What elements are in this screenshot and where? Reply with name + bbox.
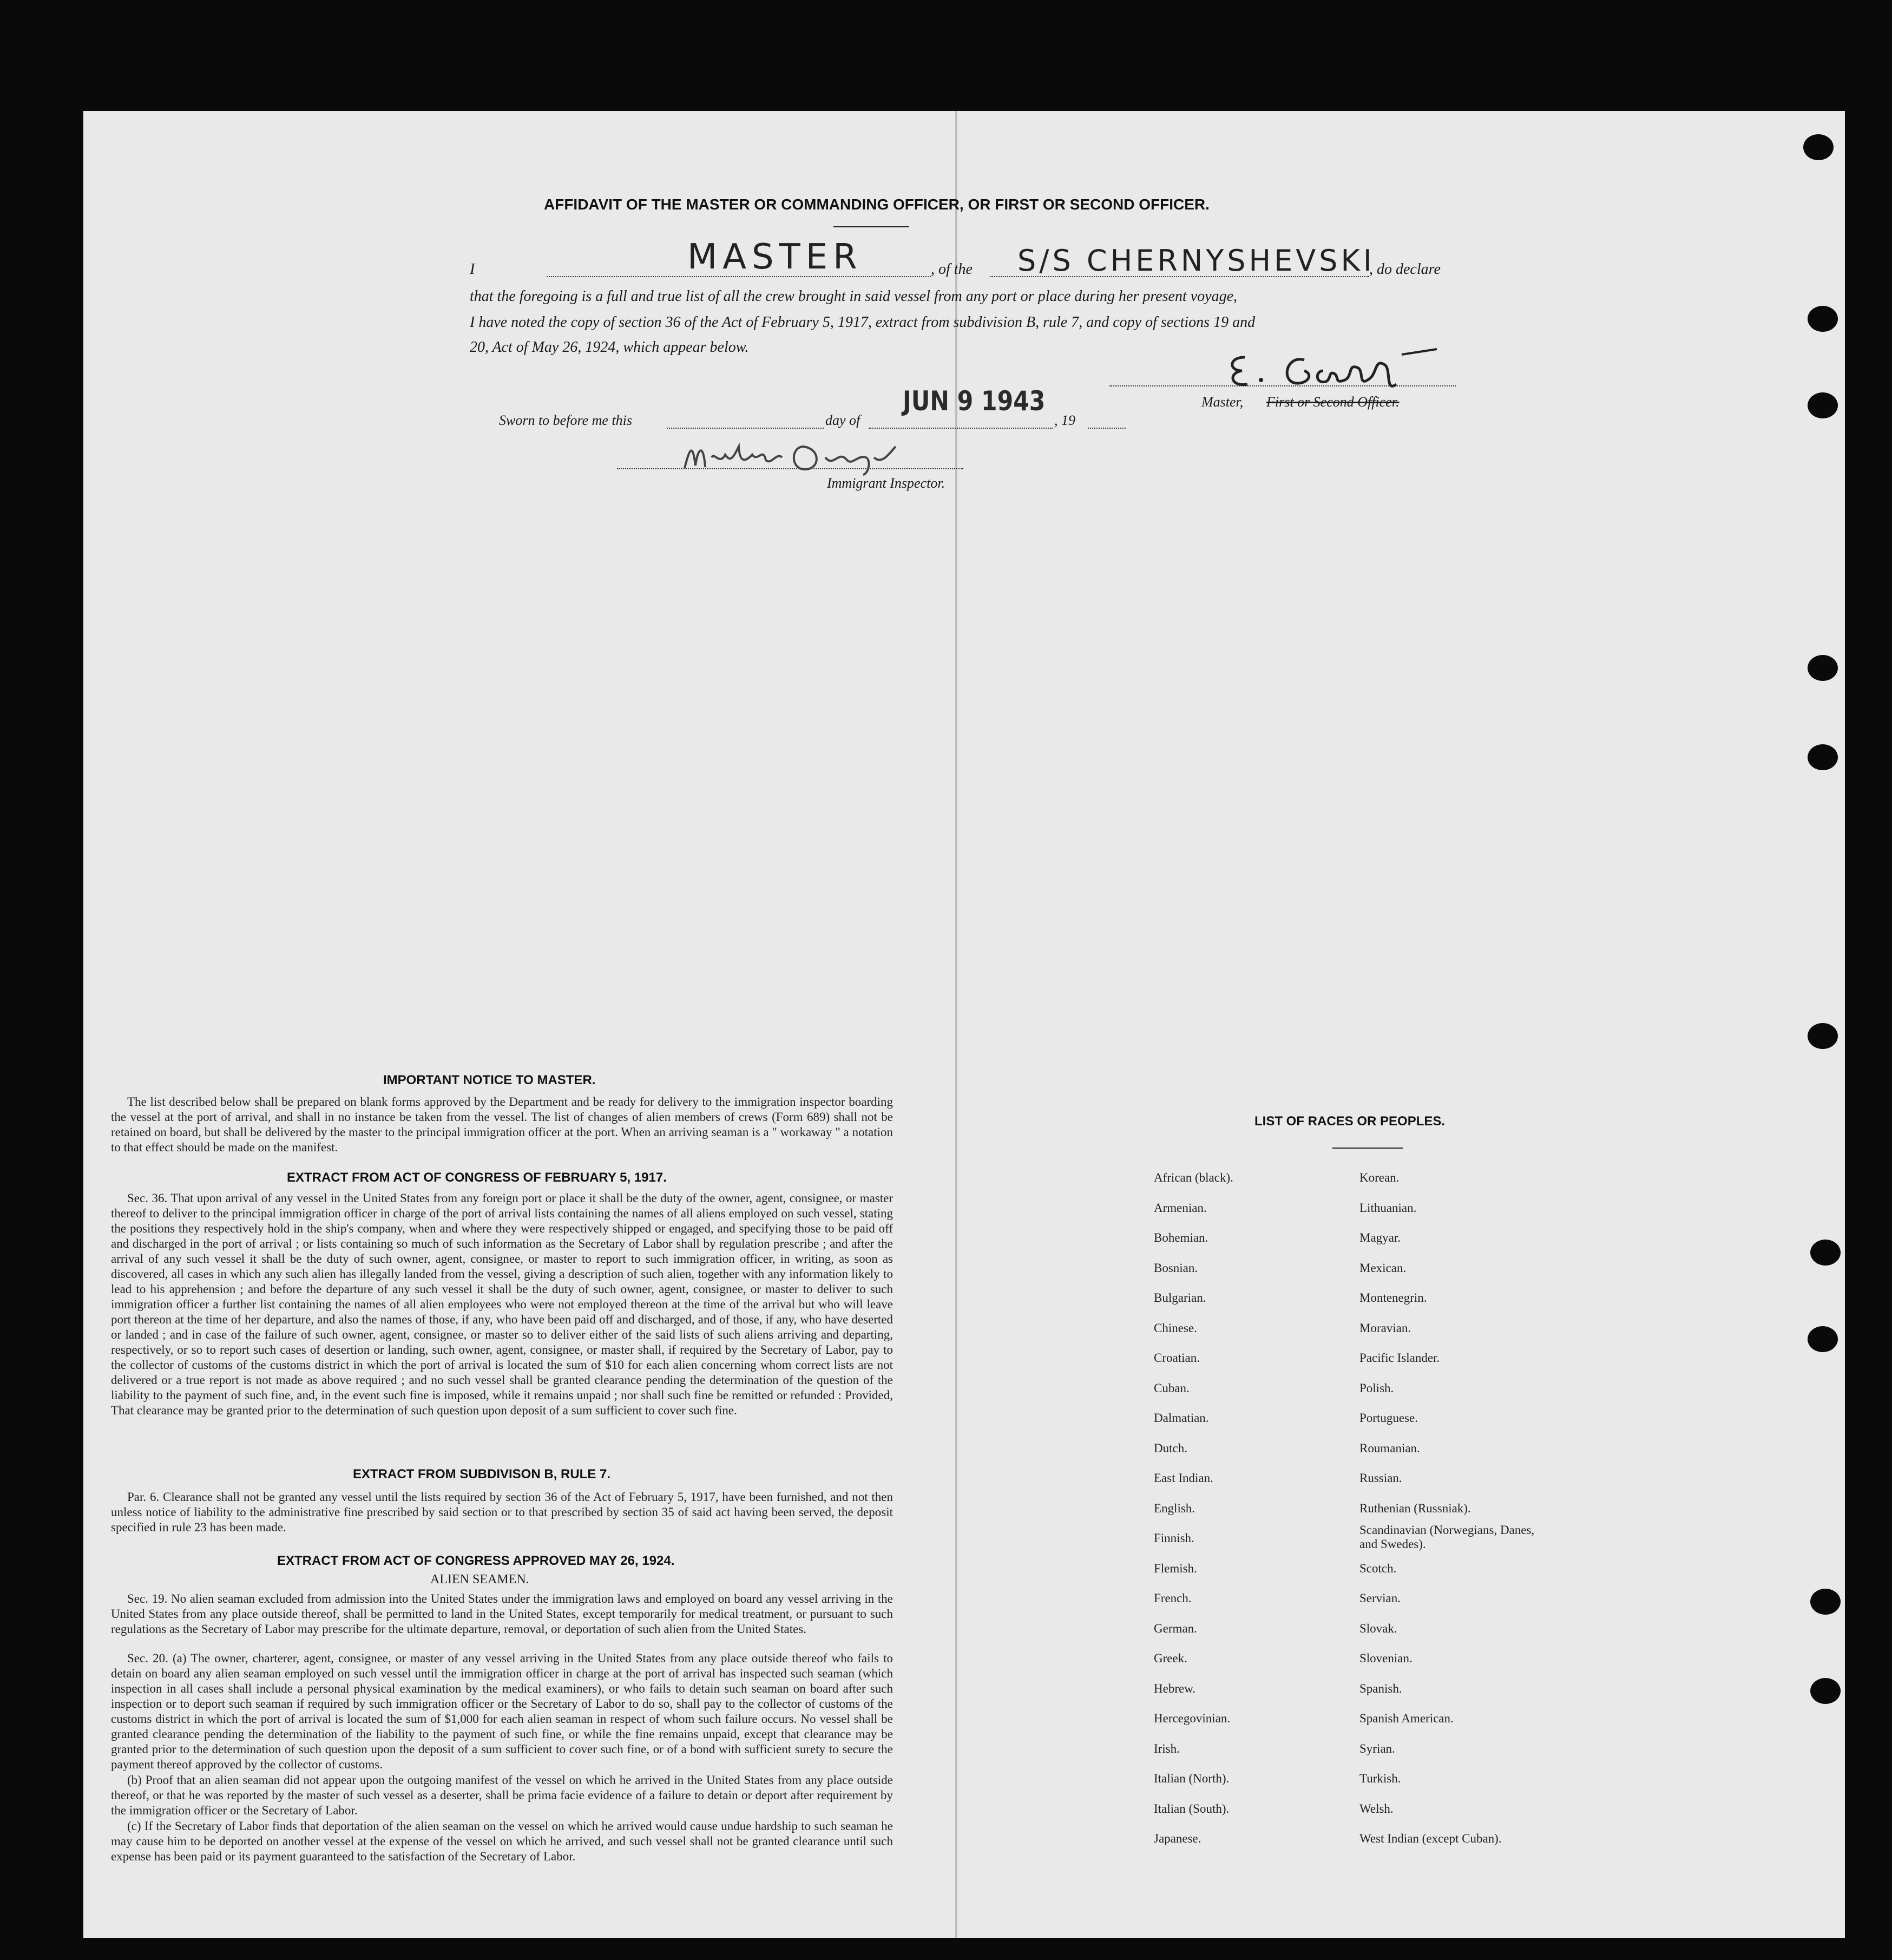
race-item: English. xyxy=(1154,1501,1195,1515)
day-of-text: day of xyxy=(825,412,860,428)
word-i: I xyxy=(470,261,475,278)
master-signature xyxy=(1223,346,1450,395)
do-declare-text: , do declare xyxy=(1369,261,1441,278)
race-item: Ruthenian (Russniak). xyxy=(1359,1501,1471,1515)
affidavit-line-3: I have noted the copy of section 36 of the Act of February 5, 1917, extract from subdivision B, rule 7, and copy of sections 19 and xyxy=(470,314,1256,331)
sec20b-text: (b) Proof that an alien seaman did not appear upon the outgoing manifest of the vessel on which he arrived in the United States from any place outside thereof, or that he was reported by the master of such vessel as a deserter, shall be prima facie evidence of a failure to detain or deport after requirement by the immigration officer or the Secretary of Labor. xyxy=(111,1773,893,1817)
race-item: Irish. xyxy=(1154,1741,1180,1755)
rule7-title: EXTRACT FROM SUBDIVISON B, RULE 7. xyxy=(353,1467,611,1482)
race-item: Bulgarian. xyxy=(1154,1291,1206,1305)
sworn-month-line xyxy=(869,428,1053,429)
race-item: East Indian. xyxy=(1154,1471,1213,1485)
races-right-column xyxy=(1359,1163,1538,1854)
year-prefix: , 19 xyxy=(1054,412,1075,428)
date-stamp: JUN 9 1943 xyxy=(903,385,1046,417)
race-item: West Indian (except Cuban). xyxy=(1359,1832,1502,1845)
alien-seamen-subtitle: ALIEN SEAMEN. xyxy=(430,1572,529,1587)
race-item: Moravian. xyxy=(1359,1321,1411,1335)
race-item: Montenegrin. xyxy=(1359,1291,1427,1305)
race-item: Finnish. xyxy=(1154,1531,1194,1545)
race-item: Dutch. xyxy=(1154,1441,1187,1455)
race-item: Russian. xyxy=(1359,1471,1402,1485)
extract-1917-title: EXTRACT FROM ACT OF CONGRESS OF FEBRUARY 5, 1917. xyxy=(287,1170,667,1185)
race-item: German. xyxy=(1154,1621,1197,1635)
race-item: Roumanian. xyxy=(1359,1441,1420,1455)
punch-hole xyxy=(1808,744,1838,770)
sec20a-text: Sec. 20. (a) The owner, charterer, agent, consignee, or master of any vessel arriving in the United States from any place outside thereof who fails to detain on board any alien seaman employed on such vessel until the immigration officer in charge at the port of arrival has inspected such seaman (which inspection in all cases shall include a personal physical examination by the medical examiners), or who fails to detain such seaman on board after such inspection or to deport such seaman if required by such immigration officer or the Secretary of Labor to do so, shall pay to the collector of customs of the customs district in which the port of arrival is located the sum of $1,000 for each alien seaman in respect of whom such failure occurs. No vessel shall be granted clearance pending the determination of the liability to the payment of such fine, or while the fine remains unpaid, except that clearance may be granted prior to the determination of such question upon the deposit of a sum sufficient to cover such fine, or of a bond with sufficient surety to secure the payment thereof approved by the collector of customs. xyxy=(111,1651,893,1771)
sec20c-text: (c) If the Secretary of Labor finds that deportation of the alien seaman on the vessel on which he arrived would cause undue hardship to such seaman he may cause him to be deported on another vessel at the expense of the vessel on which he arrived, and such vessel shall not be granted clearance until such expense has been paid or its payment guaranteed to the satisfaction of the Secretary of Labor. xyxy=(111,1819,893,1863)
punch-hole xyxy=(1808,306,1838,332)
race-item: Scandinavian (Norwegians, Danes, and Swedes). xyxy=(1359,1523,1535,1551)
race-item: Spanish. xyxy=(1359,1681,1402,1695)
race-item: Slovak. xyxy=(1359,1621,1397,1635)
race-item: Portuguese. xyxy=(1359,1411,1418,1425)
race-item: Bohemian. xyxy=(1154,1231,1208,1244)
races-title-underline xyxy=(1332,1148,1403,1149)
race-item: Hebrew. xyxy=(1154,1681,1196,1695)
race-item: Greek. xyxy=(1154,1651,1187,1665)
race-item: Syrian. xyxy=(1359,1741,1395,1755)
sworn-day-line xyxy=(667,428,824,429)
races-title: LIST OF RACES OR PEOPLES. xyxy=(1254,1114,1446,1129)
race-item: Armenian. xyxy=(1154,1201,1207,1215)
notice-text: The list described below shall be prepared on blank forms approved by the Department and be ready for delivery to the immigration inspector boarding the vessel at the port of arrival, and shall in no instance be taken from the vessel. The list of changes of alien members of crews (Form 689) shall not be retained on board, but shall be delivered by the master to the principal immigration officer at the port. When an arriving seaman is a " workaway " a notation to that effect should be made on the manifest. xyxy=(111,1095,893,1154)
title-underline xyxy=(833,226,909,227)
sec19-text: Sec. 19. No alien seaman excluded from admission into the United States under the immigration laws and employed on board any vessel arriving in the United States from any place outside thereof, shall be permitted to land in the United States, except temporarily for medical treatment, or pursuant to such regulations as the Secretary of Labor may prescribe for the ultimate departure, removal, or deportation of such alien from the United States. xyxy=(111,1592,893,1636)
punch-hole xyxy=(1810,1589,1841,1615)
race-item: Cuban. xyxy=(1154,1381,1190,1395)
vessel-handwritten: S/S CHERNYSHEVSKI xyxy=(1017,244,1375,278)
race-item: Chinese. xyxy=(1154,1321,1197,1335)
punch-hole xyxy=(1810,1678,1841,1704)
race-item: Polish. xyxy=(1359,1381,1394,1395)
race-item: Spanish American. xyxy=(1359,1712,1454,1725)
rank-handwritten: MASTER xyxy=(687,237,863,277)
race-item: Scotch. xyxy=(1359,1561,1397,1575)
race-item: Flemish. xyxy=(1154,1561,1197,1575)
inspector-label: Immigrant Inspector. xyxy=(827,475,945,491)
race-item: Mexican. xyxy=(1359,1261,1407,1275)
race-item: Lithuanian. xyxy=(1359,1201,1417,1215)
affidavit-title: AFFIDAVIT OF THE MASTER OR COMMANDING OFFICER, OR FIRST OR SECOND OFFICER. xyxy=(544,196,1210,213)
sworn-to-text: Sworn to before me this xyxy=(499,412,633,428)
punch-hole xyxy=(1808,1326,1838,1352)
of-the-text: , of the xyxy=(931,261,973,278)
race-item: Hercegovinian. xyxy=(1154,1712,1231,1725)
race-item: Turkish. xyxy=(1359,1772,1401,1785)
rule7-text: Par. 6. Clearance shall not be granted any vessel until the lists required by section 36 of the Act of February 5, 1917, have been furnished, and not then unless notice of liability to the administrative fine prescribed by said section or to that prescribed by section 35 of said act having been served, the deposit specified in rule 23 has been made. xyxy=(111,1490,893,1534)
race-item: Pacific Islander. xyxy=(1359,1351,1440,1365)
notice-title: IMPORTANT NOTICE TO MASTER. xyxy=(383,1073,596,1087)
race-item: Dalmatian. xyxy=(1154,1411,1209,1425)
punch-hole xyxy=(1803,134,1834,160)
race-item: Italian (South). xyxy=(1154,1801,1230,1815)
master-label: Master, xyxy=(1201,394,1244,410)
officer-struck-text: First or Second Officer. xyxy=(1266,394,1400,410)
race-item: Servian. xyxy=(1359,1591,1401,1605)
punch-hole xyxy=(1808,392,1838,418)
race-item: Slovenian. xyxy=(1359,1651,1413,1665)
affidavit-line-4: 20, Act of May 26, 1924, which appear below. xyxy=(470,339,749,356)
race-item: Magyar. xyxy=(1359,1231,1401,1244)
race-item: Bosnian. xyxy=(1154,1261,1198,1275)
race-item: Croatian. xyxy=(1154,1351,1200,1365)
race-item: Japanese. xyxy=(1154,1832,1201,1845)
race-item: Korean. xyxy=(1359,1171,1400,1184)
punch-hole xyxy=(1808,655,1838,681)
race-item: African (black). xyxy=(1154,1171,1233,1184)
extract-1917-text: Sec. 36. That upon arrival of any vessel in the United States from any foreign port or place it shall be the duty of the owner, agent, consignee, or master thereof to deliver to the principal immigration officer in charge of the port of arrival lists containing the names of all aliens employed on such vessel, stating the positions they respectively hold in the ship's company, when and where they were respectively shipped or engaged, and specifying those to be paid off and discharged in the port of arrival ; or lists containing so much of such information as the Secretary of Labor shall by regulation prescribe ; and after the arrival of any such vessel it shall be the duty of such owner, agent, consignee, or master to report to such immigration officer, in writing, as soon as discovered, all cases in which any such alien has illegally landed from the vessel, giving a description of such alien, together with any information likely to lead to his apprehension ; and before the departure of any such vessel it shall be the duty of such owner, agent, consignee, or master to deliver to such immigration officer a further list containing the names of all alien employees who were not employed thereon at the time of the arrival but who will leave port thereon at the time of her departure, and also the names of those, if any, who have been paid off and discharged, and of those, if any, who have deserted or landed ; and in case of the failure of such owner, agent, consignee, or master so to deliver either of the said lists of such aliens arriving and departing, respectively, or so to report such cases of desertion or landing, such owner, agent, consignee, or master shall, if required by the Secretary of Labor, pay to the collector of customs of the customs district in which the port of arrival is located the sum of $10 for each alien concerning whom correct lists are not delivered or a true report is not made as above required ; and no such vessel shall be granted clearance pending the determination of the question of the liability to the payment of such fine, and, in the event such fine is imposed, while it remains unpaid ; nor shall such fine be remitted or refunded : Provided, That clearance may be granted prior to the determination of such question upon deposit of a sum sufficient to cover such fine. xyxy=(111,1191,893,1417)
extract-1924-title: EXTRACT FROM ACT OF CONGRESS APPROVED MAY 26, 1924. xyxy=(277,1553,675,1568)
race-item: Italian (North). xyxy=(1154,1772,1230,1785)
inspector-signature xyxy=(679,436,961,476)
race-item: French. xyxy=(1154,1591,1192,1605)
punch-hole xyxy=(1808,1023,1838,1049)
affidavit-line-2: that the foregoing is a full and true list of all the crew brought in said vessel from any port or place during her present voyage, xyxy=(470,288,1238,305)
race-item: Welsh. xyxy=(1359,1801,1394,1815)
races-left-column xyxy=(1154,1163,1233,1854)
punch-hole xyxy=(1810,1240,1841,1266)
year-line xyxy=(1088,428,1126,429)
